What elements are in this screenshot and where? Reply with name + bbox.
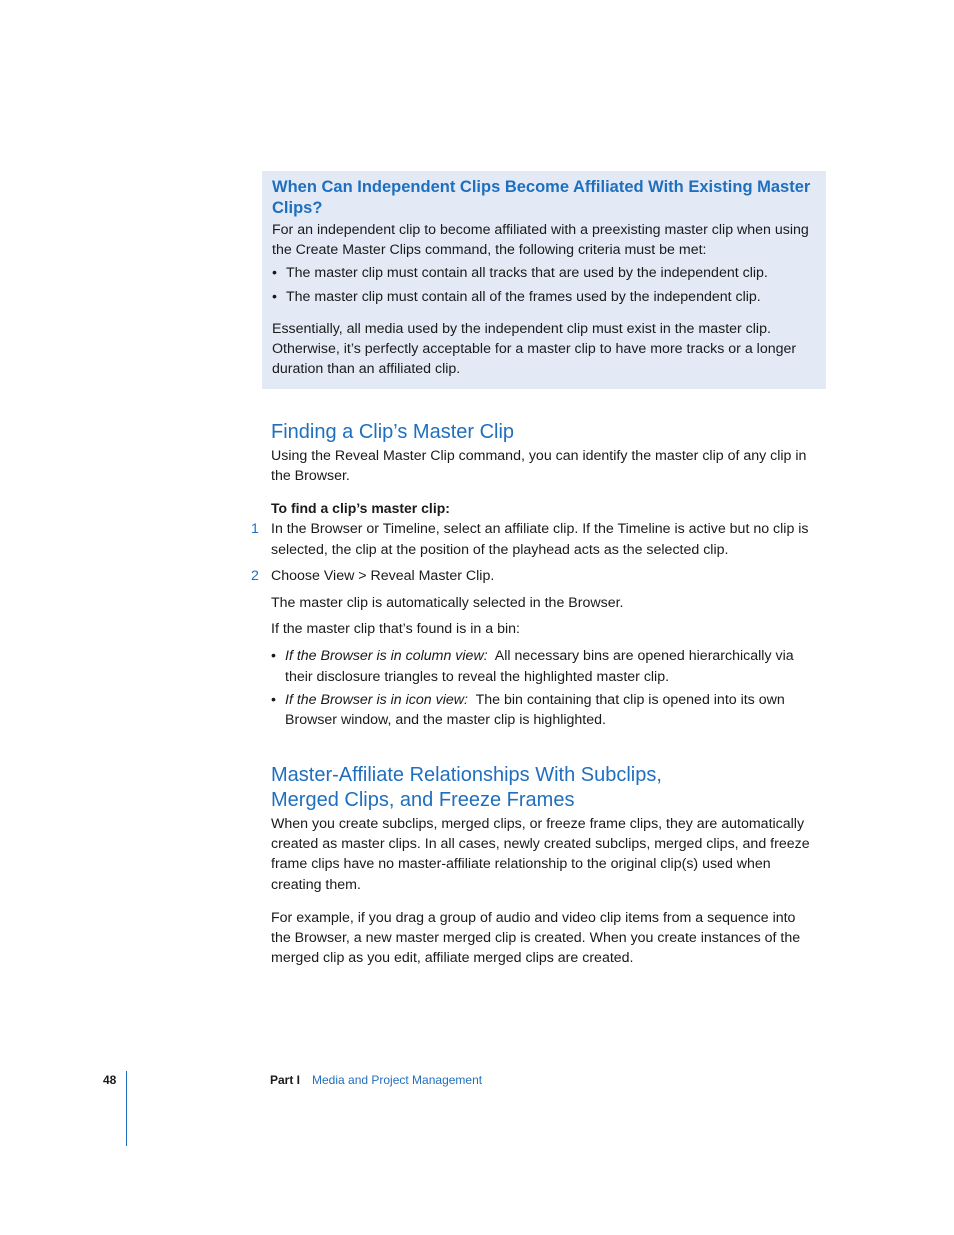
- task-title: To find a clip’s master clip:: [271, 500, 450, 517]
- section-heading-line-2: Merged Clips, and Freeze Frames: [271, 789, 575, 811]
- step-result: The master clip is automatically selected in the Browser.: [271, 595, 624, 612]
- section-heading-line-1: Master-Affiliate Relationships With Subclips,: [271, 764, 662, 786]
- steps-list: [251, 519, 819, 586]
- sidebar-bullet-list: [272, 263, 816, 306]
- list-item: [271, 646, 819, 686]
- bullet-lead: If the Browser is in column view:: [285, 648, 488, 665]
- sidebar-intro: For an independent clip to become affiliated with a preexisting master clip when using the Create Master Clips command, the following criteria must be met:: [272, 222, 809, 259]
- sidebar-title: When Can Independent Clips Become Affiliated With Existing Master Clips?: [272, 178, 811, 217]
- bin-intro: If the master clip that’s found is in a bin:: [271, 621, 520, 638]
- list-item: [272, 287, 816, 307]
- bullet-text: The master clip must contain all tracks that are used by the independent clip.: [286, 265, 768, 282]
- bullet-text: All necessary bins are opened hierarchically via their disclosure triangles to reveal the highlighted master clip.: [285, 648, 794, 685]
- step-number: 2: [251, 567, 259, 584]
- step-item: [251, 519, 819, 559]
- sidebar-box: [262, 171, 826, 389]
- bullet-text: The master clip must contain all of the frames used by the independent clip.: [286, 288, 761, 305]
- footer-rule: [126, 1071, 127, 1146]
- section-paragraph-2: For example, if you drag a group of audio and video clip items from a sequence into the Browser, a new master merged clip is created. When you create instances of the merged clip as you edit, affiliate merged clips are created.: [271, 909, 801, 967]
- bullet-marker: •: [271, 648, 276, 665]
- page-number: 48: [103, 1073, 117, 1087]
- step-number: 1: [251, 521, 259, 538]
- section-master-affiliate-relationships: [271, 763, 819, 968]
- section-paragraph-1: When you create subclips, merged clips, or freeze frame clips, they are automatically created as master clips. In all cases, newly created subclips, merged clips, and freeze frame clips have no master-affiliate relationship to the original clip(s) used when creating them.: [271, 816, 810, 893]
- footer-part-title: Media and Project Management: [312, 1073, 483, 1087]
- section-intro: Using the Reveal Master Clip command, you can identify the master clip of any clip in the Browser.: [271, 448, 807, 485]
- step-item: [251, 566, 819, 586]
- bin-bullet-list: [271, 646, 819, 730]
- bullet-lead: If the Browser is in icon view:: [285, 691, 468, 708]
- list-item: [271, 690, 819, 730]
- sidebar-outro: Essentially, all media used by the independent clip must exist in the master clip. Otherwise, it’s perfectly acceptable for a master clip to have more tracks or a longer duration than an affiliated clip.: [272, 320, 797, 378]
- list-item: [272, 263, 816, 283]
- section-heading: [271, 763, 819, 813]
- bullet-marker: •: [271, 691, 276, 708]
- bullet-marker: •: [272, 288, 277, 305]
- section-heading: Finding a Clip’s Master Clip: [271, 421, 515, 443]
- bullet-marker: •: [272, 265, 277, 282]
- footer-part-label: Part I: [270, 1073, 301, 1087]
- section-finding-master-clip: [251, 420, 819, 730]
- step-text: In the Browser or Timeline, select an affiliate clip. If the Timeline is active but no clip is selected, the clip at the position of the playhead acts as the selected clip.: [271, 521, 809, 558]
- bullet-text: The bin containing that clip is opened into its own Browser window, and the master clip is highlighted.: [285, 691, 785, 729]
- step-text: Choose View > Reveal Master Clip.: [271, 567, 495, 584]
